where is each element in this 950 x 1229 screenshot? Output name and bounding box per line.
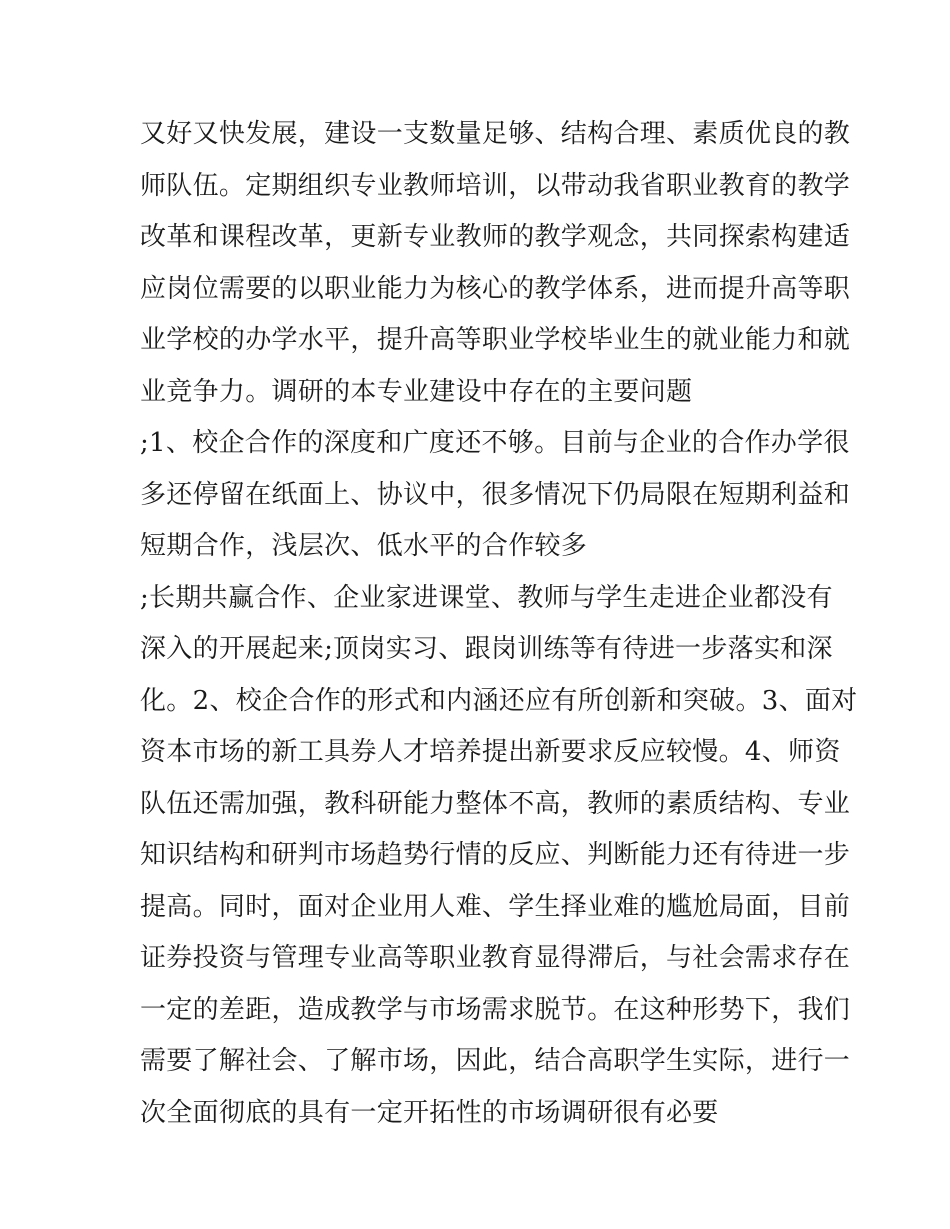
- text-line: 业竞争力。调研的本专业建设中存在的主要问题: [140, 376, 693, 407]
- text-line: 化。2、校企合作的形式和内涵还应有所创新和突破。3、面对: [140, 685, 858, 716]
- text-line: 改革和课程改革，更新专业教师的教学观念，共同探索构建适: [140, 222, 851, 252]
- text-line: 队伍还需加强，教科研能力整体不高，教师的素质结构、专业: [140, 788, 851, 819]
- text-line: 短期合作，浅层次、低水平的合作较多: [140, 531, 588, 561]
- text-line: 应岗位需要的以职业能力为核心的教学体系，进而提升高等职: [140, 273, 851, 304]
- text-line: 师队伍。定期组织专业教师培训，以带动我省职业教育的教学: [140, 170, 851, 201]
- text-line: 业学校的办学水平，提升高等职业学校毕业生的就业能力和就: [140, 325, 851, 355]
- text-line: 知识结构和研判市场趋势行情的反应、判断能力还有待进一步: [140, 840, 851, 870]
- text-line: 需要了解社会、了解市场，因此，结合高职学生实际，进行一: [140, 1046, 851, 1076]
- text-line: 提高。同时，面对企业用人难、学生择业难的尴尬局面，目前: [140, 891, 851, 922]
- body-text: [140, 109, 858, 1139]
- text-line: 次全面彻底的具有一定开拓性的市场调研很有必要: [140, 1097, 719, 1128]
- text-line: 又好又快发展，建设一支数量足够、结构合理、素质优良的教: [140, 119, 851, 149]
- text-line: 资本市场的新工具券人才培养提出新要求反应较慢。4、师资: [140, 737, 841, 767]
- text-line: 深入的开展起来;顶岗实习、跟岗训练等有待进一步落实和深: [140, 634, 833, 664]
- text-line: 多还停留在纸面上、协议中，很多情况下仍局限在短期利益和: [140, 479, 851, 510]
- text-line: 一定的差距，造成教学与市场需求脱节。在这种形势下，我们: [140, 994, 851, 1025]
- text-line: ;长期共赢合作、企业家进课堂、教师与学生走进企业都没有: [140, 582, 833, 613]
- text-line: 证券投资与管理专业高等职业教育显得滞后，与社会需求存在: [140, 943, 851, 973]
- text-line: ;1、校企合作的深度和广度还不够。目前与企业的合作办学很: [140, 428, 850, 458]
